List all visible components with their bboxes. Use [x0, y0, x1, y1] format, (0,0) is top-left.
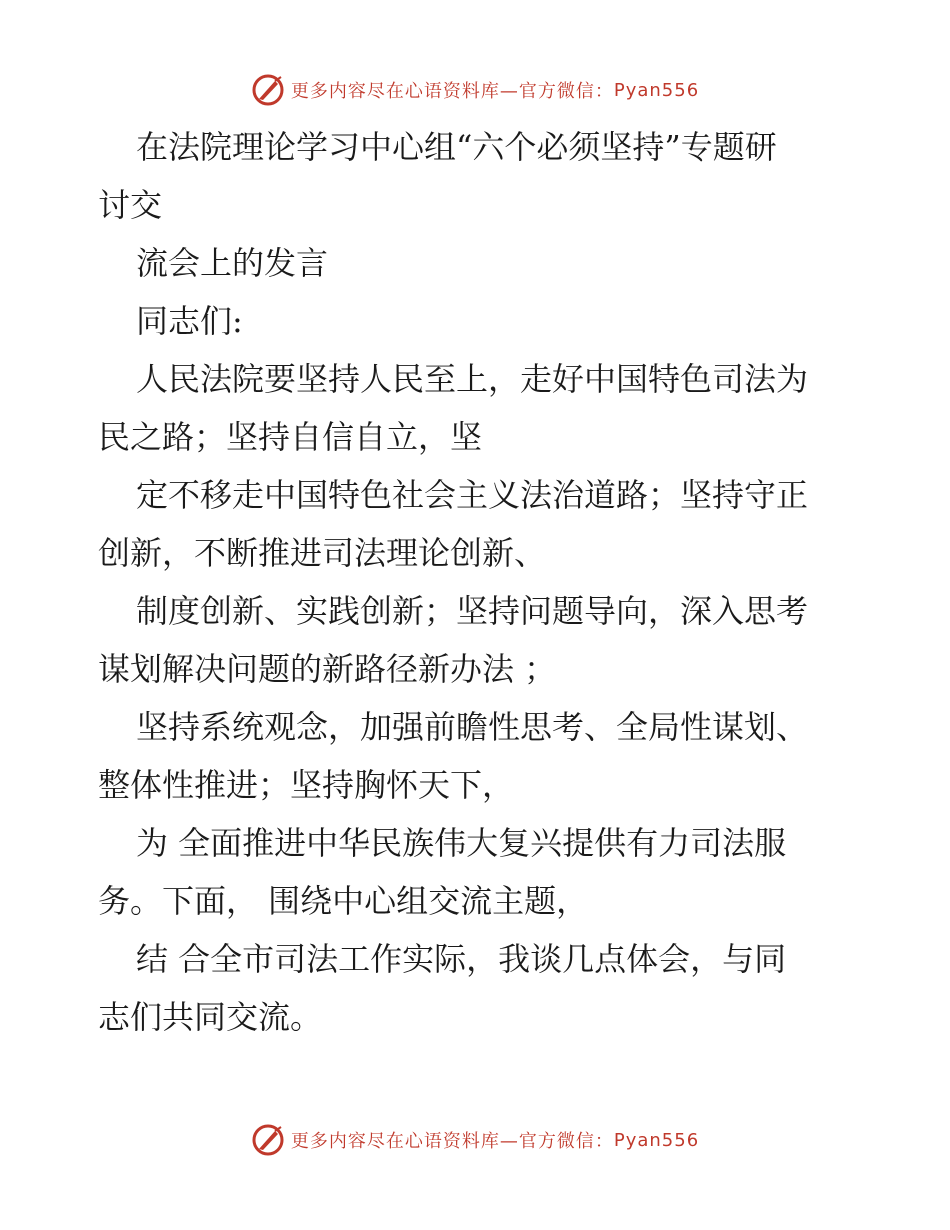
text-line: 为 全面推进中华民族伟大复兴提供有力司法服	[136, 824, 787, 862]
text-line: 定不移走中国特色社会主义法治道路；坚持守正	[136, 476, 809, 514]
watermark-id: Pyan556	[613, 79, 700, 101]
text-line: 在法院理论学习中心组“六个必须坚持”专题研	[136, 128, 777, 166]
text-line: 整体性推进；坚持胸怀天下，	[98, 766, 515, 804]
text-line: 谋划解决问题的新路径新办法 ；	[98, 650, 557, 688]
text-line: 结 合全市司法工作实际，我谈几点体会，与同	[136, 940, 787, 978]
text-line: 制度创新、实践创新；坚持问题导向，深入思考	[136, 592, 809, 630]
text-line: 同志们:	[136, 302, 243, 340]
document-body	[98, 118, 858, 1046]
header-watermark	[0, 70, 950, 110]
footer-watermark	[0, 1120, 950, 1160]
quill-logo-icon	[251, 73, 285, 107]
text-line: 流会上的发言	[136, 244, 329, 282]
quill-logo-icon	[251, 1123, 285, 1157]
text-line: 讨交	[98, 186, 163, 224]
text-line: 人民法院要坚持人民至上，走好中国特色司法为	[136, 360, 809, 398]
text-line: 务。下面， 围绕中心组交流主题，	[98, 882, 589, 920]
text-line: 志们共同交流。	[98, 998, 323, 1036]
text-line: 创新，不断推进司法理论创新、	[98, 534, 547, 572]
text-line: 坚持系统观念，加强前瞻性思考、全局性谋划、	[136, 708, 809, 746]
watermark-text: 更多内容尽在心语资料库—官方微信：	[290, 81, 614, 102]
watermark-id: Pyan556	[613, 1129, 700, 1151]
text-line: 民之路；坚持自信自立，坚	[98, 418, 483, 456]
watermark-text: 更多内容尽在心语资料库—官方微信：	[290, 1131, 614, 1152]
